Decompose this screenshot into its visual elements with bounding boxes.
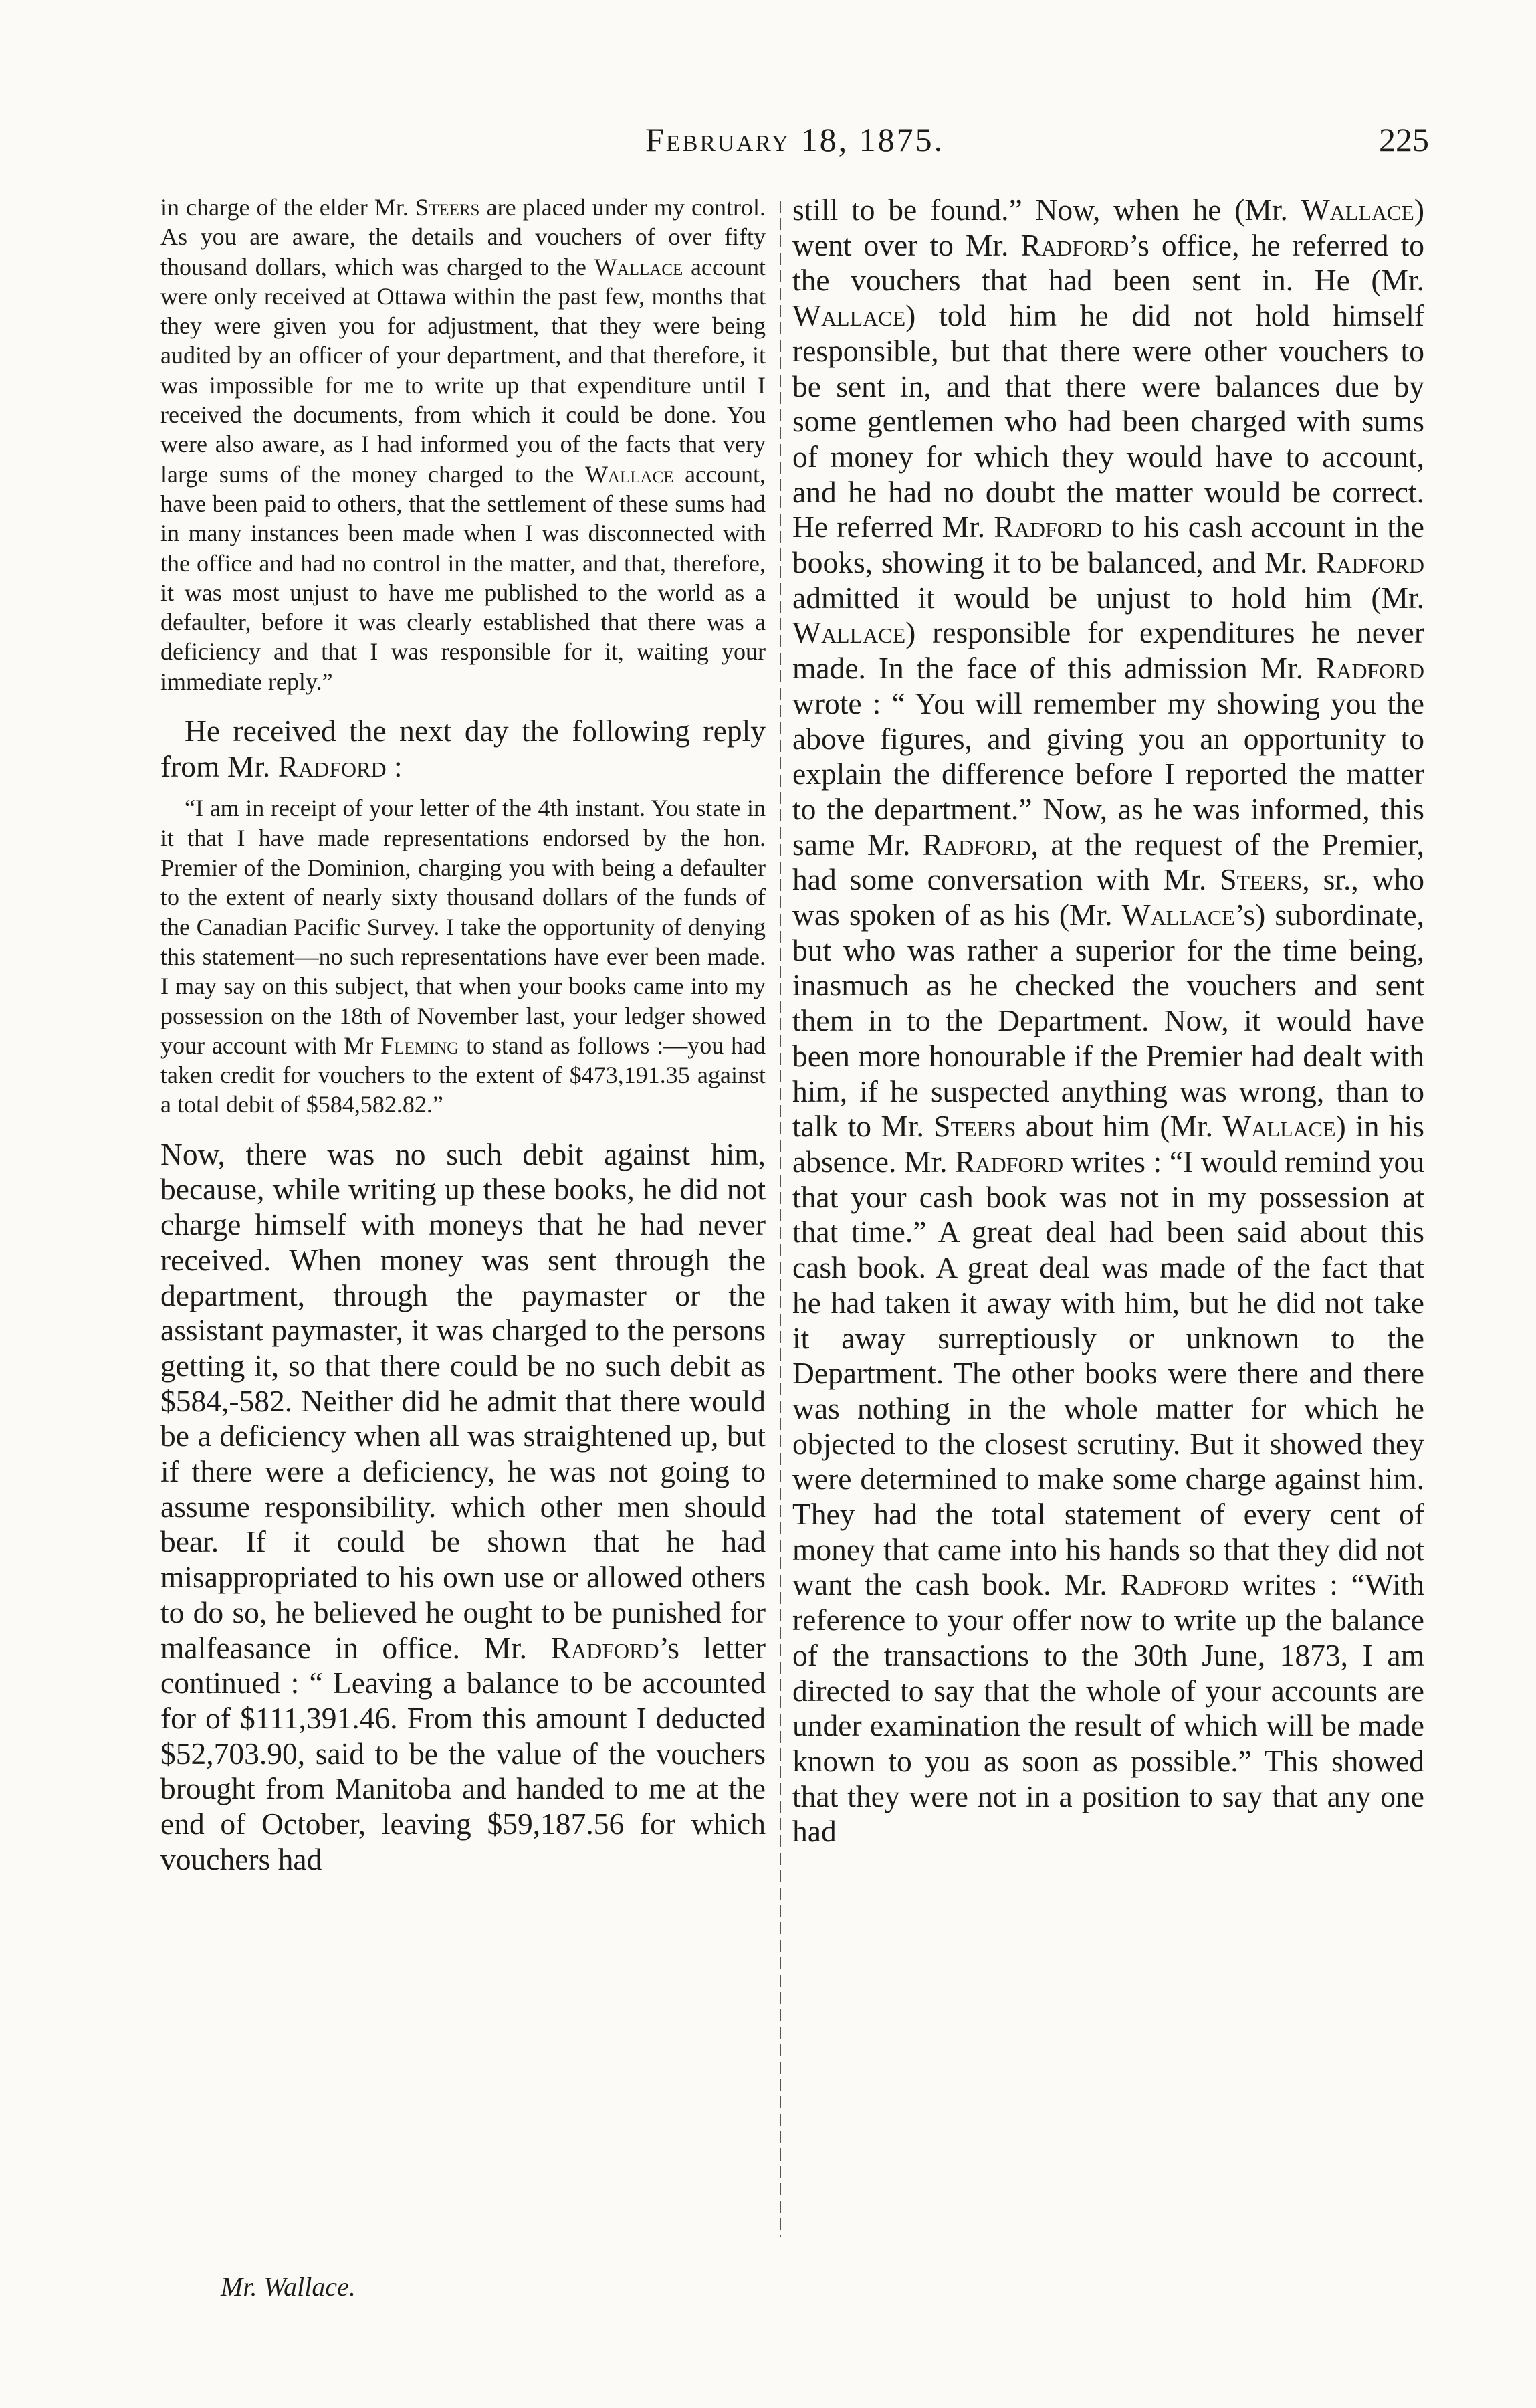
- text-run: Now, there was no such debit against him, because, while writing up these books, he did not charge himself with moneys that he had never received. When money was sent through the department, through the paymaster or the assistant paymaster, it was charged to the persons getting it, so that there could be no such debit as $584,-582. Neither did he admit that there would be a deficiency when all was straightened up, but if there were a deficiency, he was not going to assume responsibility. which other men should bear. If it could be shown that he had misappropriated to his own use or allowed others to do so, he believed he ought to be punished for malfeasance in office. Mr.: [160, 1136, 766, 1665]
- name-radford: Radford: [1316, 545, 1424, 580]
- name-steers: Steers: [934, 1109, 1016, 1144]
- text-run: writes : “With reference to your offer now to write up the balance of the transactions to the 30th June, 1873, I am directed to say that the whole of your accounts are under examination the result of which will be made known to you as soon as possible.” This showed that they were not in a position to say that any one had: [792, 1567, 1425, 1849]
- name-radford: Radford: [955, 1144, 1064, 1179]
- text-run: account, have been paid to others, that the settlement of these sums had in many instances been made when I was disconnected with the office and had no control in the matter, and that, therefore, it was most unjust to have me published to the world as a defaulter, before it was clearly established that there was a deficiency and that I was responsible for it, waiting your immediate reply.”: [160, 460, 766, 695]
- text-run: writes : “I would remind you that your cash book was not in my possession at that time.” A great deal had been said about this cash book. A great deal was made of the fact that he had taken it away with him, but he did not take it away surreptiously or unknown to the Department. The other books were there and there was nothing in the whole matter for which he objected to the closest scrutiny. But it showed they were determined to make some charge against him. They had the total statement of every cent of money that came into his hands so that they did not want the cash book. Mr.: [792, 1144, 1424, 1602]
- running-head: [160, 120, 1429, 159]
- text-run: to stand as follows :—you had taken credit for vouchers to the extent of $473,191.35 against a total debit of $584,582.82.”: [160, 1031, 766, 1118]
- name-wallace: Wallace: [584, 460, 674, 488]
- name-wallace: Wallace: [792, 298, 906, 333]
- column-divider: [780, 201, 781, 2237]
- text-run: admitted it would be unjust to hold him (Mr.: [792, 580, 1424, 615]
- text-run: to his cash account in the books, showing it to be balanced, and Mr.: [792, 510, 1424, 580]
- text-run: are placed under my control. As you are aware, the details and vouchers of over fifty thousand dollars, which was charged to the: [160, 194, 766, 280]
- name-radford: Radford: [550, 1630, 659, 1665]
- text-run: , sr., who was spoken of as his (Mr.: [792, 862, 1424, 932]
- page-number: 225: [1379, 121, 1429, 159]
- left-column: [160, 193, 766, 1877]
- text-run: still to be found.” Now, when he (Mr.: [792, 193, 1301, 227]
- text-run: ’s) subordinate, but who was rather a superior for the time being, inasmuch as he checked the vouchers and sent them in to the Department. Now, it would have been more honourable if the Premier had dealt with him, if he suspected anything was wrong, than to talk to Mr.: [792, 898, 1424, 1144]
- text-run: wrote : “ You will remember my showing you the above figures, and giving you an opportunity to explain the difference before I reported the matter to the department.” Now, as he was informed, this same Mr.: [792, 686, 1424, 862]
- name-wallace: Wallace: [1301, 193, 1414, 227]
- text-run: ) went over to Mr.: [792, 193, 1424, 262]
- text-run: ) in his absence. Mr.: [792, 1109, 1424, 1179]
- name-radford: Radford: [1020, 227, 1129, 262]
- name-radford: Radford: [1316, 651, 1424, 686]
- name-wallace: Wallace: [594, 253, 683, 280]
- name-wallace: Wallace: [1121, 898, 1235, 932]
- speech-paragraph: [160, 1137, 766, 1878]
- text-run: “I am in receipt of your letter of the 4th instant. You state in it that I have made representations endorsed by the hon. Premier of the Dominion, charging you with being a defaulter to the extent of nearly sixty thousand dollars of the funds of the Canadian Pacific Survey. I take the opportunity of denying this statement—no such representations have ever been made. I may say on this subject, that when your books came into my possession on the 18th of November last, your ledger showed your account with Mr: [160, 795, 766, 1059]
- name-radford: Radford: [278, 748, 387, 783]
- text-run: :: [386, 748, 403, 783]
- text-run: ’s letter continued : “ Leaving a balance to be accounted for of $111,391.46. From this amount I deducted $52,703.90, said to be the value of the vouchers brought from Manitoba and handed to me at the end of October, leaving $59,187.56 for which vouchers had: [160, 1630, 766, 1876]
- name-radford: Radford: [922, 827, 1031, 862]
- radford-reply-quote: [160, 793, 766, 1119]
- name-steers: Steers: [1220, 862, 1303, 897]
- text-run: ) told him he did not hold himself responsible, but that there were other vouchers to be sent in, and that there were balances due by some gentlemen who had been charged with sums of money for which they would have to account, and he had no doubt the matter would be correct. He referred Mr.: [792, 298, 1424, 544]
- name-radford: Radford: [1120, 1567, 1229, 1602]
- name-wallace: Wallace: [1222, 1109, 1336, 1144]
- name-steers: Steers: [415, 194, 480, 221]
- right-column: [792, 193, 1424, 1849]
- text-run: He received the next day the following reply from Mr.: [160, 714, 766, 783]
- name-wallace: Wallace: [792, 615, 906, 650]
- letter-continuation: [160, 193, 766, 696]
- name-radford: Radford: [994, 510, 1103, 544]
- name-fleming: Fleming: [380, 1031, 459, 1059]
- text-run: about him (Mr.: [1016, 1109, 1223, 1144]
- speech-paragraph: [792, 193, 1424, 1849]
- speaker-signature: Mr. Wallace.: [221, 2272, 356, 2302]
- reply-intro: [160, 714, 766, 784]
- text-run: ) responsible for expenditures he never made. In the face of this admission Mr.: [792, 615, 1424, 686]
- running-head-date: 18, 1875.: [800, 121, 945, 159]
- running-head-month: February: [645, 121, 791, 159]
- page-header: [160, 120, 1429, 167]
- text-run: ’s office, he referred to the vouchers that had been sent in. He (Mr.: [792, 227, 1424, 298]
- text-run: , at the request of the Premier, had some conversation with Mr.: [792, 827, 1424, 897]
- text-run: account were only received at Ottawa within the past few, months that they were given you for adjustment, that they were being audited by an officer of your department, and that therefore, it was impossible for me to write up that expenditure until I received the documents, from which it could be done. You were also aware, as I had informed you of the facts that very large sums of the money charged to the: [160, 253, 766, 488]
- text-run: in charge of the elder Mr.: [160, 194, 416, 221]
